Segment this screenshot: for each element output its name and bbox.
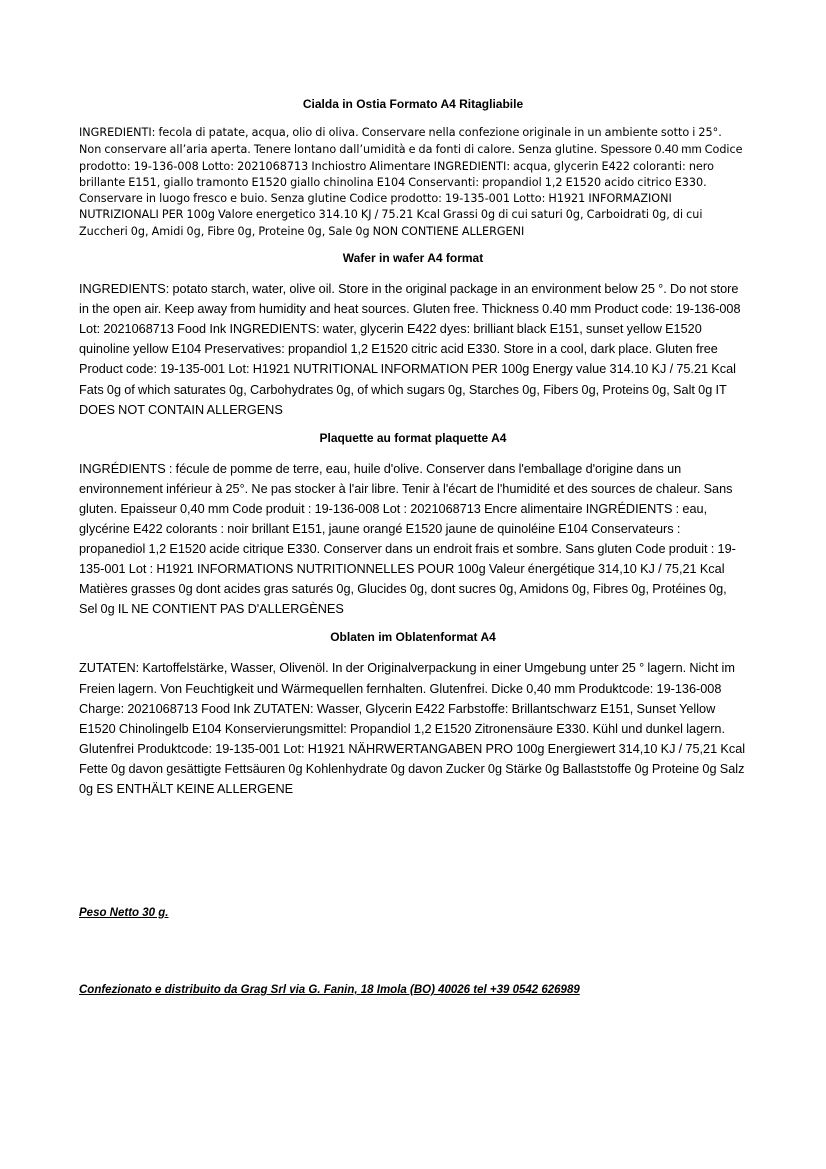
italian-body-thickness: Spessore 0.40 mm (600, 142, 702, 157)
document-page (79, 96, 747, 809)
section-title-german: Oblaten im Oblatenformat A4 (330, 630, 496, 645)
section-body-italian (79, 125, 747, 240)
section-title-french: Plaquette au format plaquette A4 (319, 430, 507, 445)
distributor-info: Confezionato e distribuito da Grag Srl via G. Fanin, 18 Imola (BO) 40026 tel +39 0542 626989 (79, 984, 580, 996)
section-title-english: Wafer in wafer A4 format (342, 251, 484, 266)
section-body-german: ZUTATEN: Kartoffelstärke, Wasser, Olivenöl. In der Originalverpackung in einer Umgebung unter 25 ° lagern. Nicht im Freien lagern. Von Feuchtigkeit und Wärmequellen fernhalten. Glutenfrei. Dicke 0,40 mm Produktcode: 19-136-008 Charge: 2021068713 Food Ink ZUTATEN: Wasser, Glycerin E422 Farbstoffe: Brillantschwarz E151, Sunset Yellow E1520 Chinolingelb E104 Konservierungsmittel: Propandiol 1,2 E1520 Zitronensäure E330. Kühl und dunkel lagern. Glutenfrei Produktcode: 19-135-001 Lot: H1921 NÄHRWERTANGABEN PRO 100g Energiewert 314,10 KJ / 75,21 Kcal Fette 0g davon gesättigte Fettsäuren 0g Kohlenhydrate 0g davon Zucker 0g Stärke 0g Ballaststoffe 0g Proteine 0g Salz 0g ES ENTHÄLT KEINE ALLERGENE (79, 661, 746, 797)
section-body-french: INGRÉDIENTS : fécule de pomme de terre, eau, huile d'olive. Conserver dans l'emballage d'origine dans un environnement inférieur à 25°. Ne pas stocker à l'air libre. Tenir à l'écart de l'humidité et des sources de chaleur. Sans gluten. Epaisseur 0,40 mm Code produit : 19-136-008 Lot : 2021068713 Encre alimentaire INGRÉDIENTS : eau, glycérine E422 colorants : noir brillant E151, jaune orangé E1520 jaune de quinoléine E104 Conservateurs : propanediol 1,2 E1520 acide citrique E330. Conserver dans un endroit frais et sombre. Sans gluten Code produit : 19-135-001 Lot : H1921 INFORMATIONS NUTRITIONNELLES POUR 100g Valeur énergétique 314,10 KJ / 75,21 Kcal Matières grasses 0g dont acides gras saturés 0g, Glucides 0g, dont sucres 0g, Amidons 0g, Fibres 0g, Protéines 0g, Sel 0g IL NE CONTIENT PAS D'ALLERGÈNES (79, 461, 736, 617)
section-title-italian: Cialda in Ostia Formato A4 Ritagliabile (302, 97, 524, 111)
italian-body-part1: INGREDIENTI: fecola di patate, acqua, olio di oliva. Conservare nella confezione originale in un ambiente sotto i 25°. Non conservare all’aria aperta. Tenere lontano dall’umidità e da fonti di calore. Senza glutine. (79, 126, 722, 157)
net-weight: Peso Netto 30 g. (79, 907, 169, 919)
italian-body-part2: Codice prodotto: 19-136-008 Lotto: 2021068713 Inchiostro Alimentare INGREDIENTI: acqua, glycerin E422 coloranti: nero brillante E151, giallo tramonto E1520 giallo chinolina E104 Conservanti: propandiol 1,2 E1520 acido citrico E330. Conservare in luogo fresco e buio. Senza glutine Codice prodotto: 19-135-001 Lotto: H1921 INFORMAZIONI NUTRIZIONALI PER 100g Valore energetico 314.10 KJ / 75.21 Kcal Grassi 0g di cui saturi 0g, Carboidrati 0g, di cui Zuccheri 0g, Amidi 0g, Fibre 0g, Proteine 0g, Sale 0g NON CONTIENE ALLERGENI (79, 143, 743, 238)
section-body-english: INGREDIENTS: potato starch, water, olive oil. Store in the original package in an environment below 25 °. Do not store in the open air. Keep away from humidity and heat sources. Gluten free. Thickness 0.40 mm Product code: 19-136-008 Lot: 2021068713 Food Ink INGREDIENTS: water, glycerin E422 dyes: brilliant black E151, sunset yellow E1520 quinoline yellow E104 Preservatives: propandiol 1,2 E1520 citric acid E330. Store in a cool, dark place. Gluten free Product code: 19-135-001 Lot: H1921 NUTRITIONAL INFORMATION PER 100g Energy value 314.10 KJ / 75.21 Kcal Fats 0g of which saturates 0g, Carbohydrates 0g, of which sugars 0g, Starches 0g, Fibers 0g, Proteins 0g, Salt 0g IT DOES NOT CONTAIN ALLERGENS (79, 282, 741, 417)
